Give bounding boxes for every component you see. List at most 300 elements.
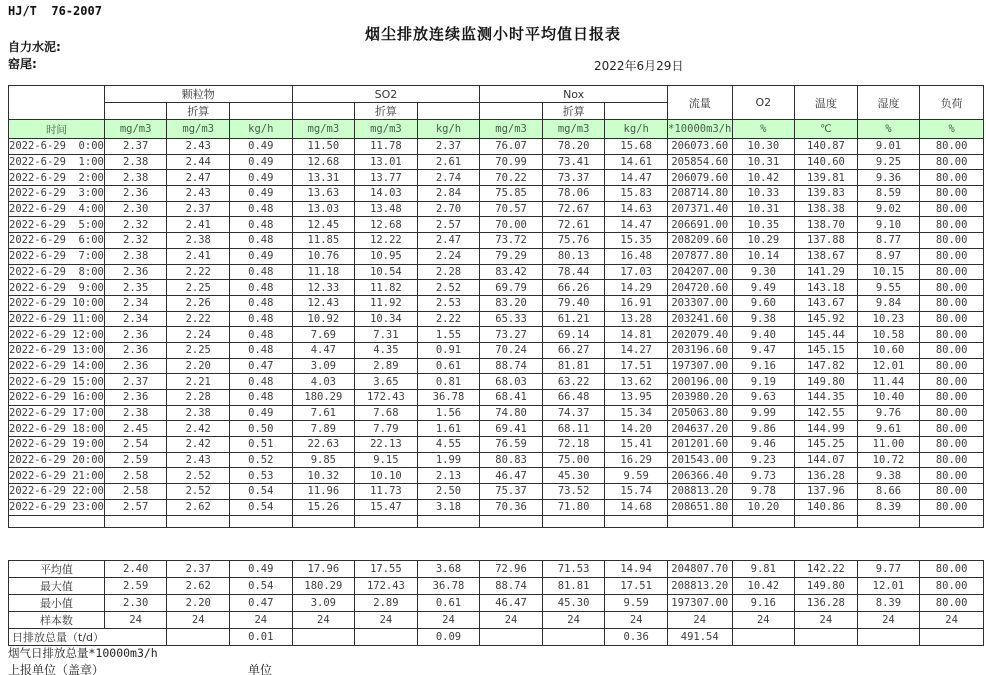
value-cell: 0.48 [230,280,293,296]
value-cell: 70.57 [480,201,543,217]
value-cell: 69.41 [480,421,543,437]
unit-cell: % [732,120,795,139]
value-cell: 78.44 [542,264,605,280]
value-cell: 17.51 [605,578,668,595]
value-cell: 24 [355,612,418,629]
value-cell: 2.53 [417,295,480,311]
value-cell: 2.89 [355,358,418,374]
value-cell: 9.38 [857,468,920,484]
value-cell: 10.30 [732,139,795,155]
time-cell: 2022-6-29 23:00 [9,501,104,514]
value-cell: 2.50 [417,484,480,500]
table-row [9,484,984,500]
value-cell: 12.01 [857,578,920,595]
value-cell: 68.03 [480,374,543,390]
empty-row [9,515,984,527]
value-cell: 138.70 [795,217,858,233]
empty-cell [732,515,795,527]
value-cell: 197307.00 [667,358,732,374]
value-cell: 1.99 [417,452,480,468]
empty-cell [167,515,230,527]
value-cell: 0.50 [230,421,293,437]
value-cell: 491.54 [667,629,732,646]
value-cell: 80.00 [920,295,984,311]
humidity-header: 湿度 [857,86,920,120]
value-cell: 24 [795,612,858,629]
value-cell: 12.43 [292,295,355,311]
value-cell: 9.19 [732,374,795,390]
value-cell: 24 [542,612,605,629]
empty-cell [542,515,605,527]
value-cell: 4.35 [355,342,418,358]
empty-cell [292,515,355,527]
value-cell: 2.30 [104,595,167,612]
value-cell: 9.60 [732,295,795,311]
value-cell: 2.58 [104,468,167,484]
value-cell: 0.47 [230,358,293,374]
time-cell: 2022-6-29 12:00 [9,328,104,341]
value-cell: 63.22 [542,374,605,390]
summary-label: 最小值 [9,595,105,612]
value-cell: 2.54 [104,437,167,453]
time-cell: 2022-6-29 17:00 [9,407,104,420]
value-cell: 10.20 [732,499,795,515]
value-cell: 2.47 [167,170,230,186]
value-cell: 2.24 [167,327,230,343]
value-cell: 0.49 [230,139,293,155]
value-cell: 10.14 [732,248,795,264]
unit-cell: mg/m3 [167,120,230,139]
o2-header: O2 [732,86,795,120]
value-cell: 7.79 [355,421,418,437]
value-cell: 13.95 [605,390,668,406]
value-cell: 24 [732,612,795,629]
value-cell: 203980.20 [667,390,732,406]
value-cell: 72.18 [542,437,605,453]
value-cell: 11.78 [355,139,418,155]
value-cell: 9.16 [732,595,795,612]
value-cell: 172.43 [355,390,418,406]
empty-cell [667,515,732,527]
daily-total-label: 日排放总量（t/d） [9,629,167,646]
value-cell [292,629,355,646]
empty-cell [104,515,167,527]
time-cell: 2022-6-29 7:00 [9,250,104,263]
value-cell: 139.83 [795,186,858,202]
value-cell: 15.35 [605,233,668,249]
value-cell: 9.78 [732,484,795,500]
unit-cell: mg/m3 [480,120,543,139]
value-cell: 81.81 [542,358,605,374]
value-cell: 10.31 [732,201,795,217]
value-cell: 3.09 [292,358,355,374]
value-cell: 14.29 [605,280,668,296]
value-cell: 3.68 [417,561,480,578]
value-cell: 73.27 [480,327,543,343]
value-cell: 207371.40 [667,201,732,217]
value-cell: 12.22 [355,233,418,249]
value-cell: 180.29 [292,578,355,595]
value-cell: 136.28 [795,595,858,612]
table-row [9,358,984,374]
value-cell: 3.09 [292,595,355,612]
value-cell: 88.74 [480,358,543,374]
empty-cell [9,515,105,527]
value-cell: 80.00 [920,578,984,595]
value-cell: 66.48 [542,390,605,406]
value-cell: 12.68 [355,217,418,233]
value-cell: 7.31 [355,327,418,343]
value-cell: 149.80 [795,578,858,595]
spacer-cell [230,103,293,120]
value-cell: 15.74 [605,484,668,500]
value-cell: 143.67 [795,295,858,311]
value-cell: 137.96 [795,484,858,500]
value-cell: 136.28 [795,468,858,484]
unit-cell: mg/m3 [542,120,605,139]
value-cell: 2.43 [167,139,230,155]
unit-cell: mg/m3 [292,120,355,139]
value-cell: 80.00 [920,452,984,468]
summary-label: 最大值 [9,578,105,595]
value-cell: 0.48 [230,295,293,311]
table-row [9,437,984,453]
value-cell [542,629,605,646]
value-cell: 143.18 [795,280,858,296]
value-cell: 80.00 [920,280,984,296]
value-cell: 10.58 [857,327,920,343]
value-cell: 204807.70 [667,561,732,578]
empty-cell [417,515,480,527]
value-cell: 10.72 [857,452,920,468]
table-row [9,452,984,468]
value-cell: 2.28 [167,390,230,406]
value-cell: 80.00 [920,358,984,374]
value-cell: 137.88 [795,233,858,249]
value-cell: 10.35 [732,217,795,233]
value-cell: 206079.60 [667,170,732,186]
value-cell: 4.03 [292,374,355,390]
value-cell: 10.95 [355,248,418,264]
value-cell: 208651.80 [667,499,732,515]
value-cell: 80.00 [920,342,984,358]
value-cell: 10.15 [857,264,920,280]
value-cell: 70.99 [480,154,543,170]
value-cell: 66.26 [542,280,605,296]
value-cell: 69.79 [480,280,543,296]
value-cell: 74.37 [542,405,605,421]
nox-group-header: Nox [480,86,668,103]
value-cell: 81.81 [542,578,605,595]
value-cell: 17.51 [605,358,668,374]
value-cell: 208813.20 [667,578,732,595]
value-cell: 80.00 [920,374,984,390]
value-cell: 22.63 [292,437,355,453]
value-cell: 80.00 [920,186,984,202]
value-cell: 2.36 [104,264,167,280]
value-cell: 24 [480,612,543,629]
spacer-cell [480,103,543,120]
value-cell: 2.22 [417,311,480,327]
value-cell: 2.25 [167,280,230,296]
value-cell: 2.52 [167,484,230,500]
unit-label: 单位 [248,663,273,675]
value-cell: 11.44 [857,374,920,390]
time-header-spacer [9,86,105,120]
value-cell: 2.13 [417,468,480,484]
summary-body [9,561,984,646]
value-cell: 0.81 [417,374,480,390]
time-cell: 2022-6-29 16:00 [9,391,104,404]
value-cell: 0.53 [230,468,293,484]
value-cell: 73.37 [542,170,605,186]
value-cell: 145.15 [795,342,858,358]
value-cell: 88.74 [480,578,543,595]
company-name: 自力水泥: [8,40,61,54]
table-row [9,327,984,343]
value-cell: 13.03 [292,201,355,217]
value-cell: 206366.40 [667,468,732,484]
value-cell: 2.42 [167,421,230,437]
value-cell: 0.54 [230,578,293,595]
value-cell: 2.28 [417,264,480,280]
value-cell: 13.48 [355,201,418,217]
value-cell: 2.43 [167,186,230,202]
value-cell [355,629,418,646]
value-cell: 204637.20 [667,421,732,437]
value-cell: 11.92 [355,295,418,311]
value-cell: 7.61 [292,405,355,421]
value-cell: 13.01 [355,154,418,170]
value-cell: 149.80 [795,374,858,390]
value-cell: 8.39 [857,499,920,515]
value-cell: 45.30 [542,468,605,484]
pm-group-header: 颗粒物 [104,86,292,103]
value-cell: 2.57 [104,499,167,515]
value-cell: 2.38 [167,405,230,421]
value-cell: 15.41 [605,437,668,453]
value-cell: 208209.60 [667,233,732,249]
value-cell: 10.42 [732,578,795,595]
value-cell: 2.61 [417,154,480,170]
value-cell: 15.83 [605,186,668,202]
value-cell: 80.00 [920,264,984,280]
value-cell: 10.33 [732,186,795,202]
value-cell: 16.29 [605,452,668,468]
table-row [9,186,984,202]
value-cell: 9.10 [857,217,920,233]
value-cell: 66.27 [542,342,605,358]
value-cell: 205063.80 [667,405,732,421]
value-cell: 0.49 [230,186,293,202]
value-cell: 2.44 [167,154,230,170]
value-cell: 141.29 [795,264,858,280]
value-cell: 80.00 [920,437,984,453]
table-row [9,170,984,186]
table-row [9,374,984,390]
value-cell: 0.61 [417,595,480,612]
time-cell: 2022-6-29 6:00 [9,234,104,247]
value-cell: 205854.60 [667,154,732,170]
value-cell [795,629,858,646]
value-cell: 1.56 [417,405,480,421]
value-cell: 16.91 [605,295,668,311]
value-cell: 0.54 [230,499,293,515]
value-cell: 2.35 [104,280,167,296]
unit-cell: kg/h [230,120,293,139]
value-cell: 2.74 [417,170,480,186]
value-cell: 0.48 [230,390,293,406]
value-cell: 9.63 [732,390,795,406]
value-cell: 2.25 [167,342,230,358]
value-cell: 10.10 [355,468,418,484]
value-cell: 145.44 [795,327,858,343]
value-cell: 2.38 [104,248,167,264]
value-cell: 80.83 [480,452,543,468]
time-header: 时间 [9,120,105,139]
value-cell: 10.76 [292,248,355,264]
time-cell: 2022-6-29 18:00 [9,422,104,435]
value-cell: 172.43 [355,578,418,595]
value-cell: 142.22 [795,561,858,578]
value-cell: 9.40 [732,327,795,343]
unit-cell: kg/h [417,120,480,139]
value-cell: 2.22 [167,264,230,280]
time-cell: 2022-6-29 13:00 [9,344,104,357]
value-cell: 208714.80 [667,186,732,202]
value-cell: 80.00 [920,595,984,612]
value-cell: 9.16 [732,358,795,374]
value-cell: 4.47 [292,342,355,358]
time-cell: 2022-6-29 0:00 [9,140,104,153]
value-cell: 11.96 [292,484,355,500]
value-cell: 140.86 [795,499,858,515]
value-cell: 80.13 [542,248,605,264]
value-cell: 72.61 [542,217,605,233]
value-cell: 2.41 [167,248,230,264]
value-cell: 10.31 [732,154,795,170]
time-cell: 2022-6-29 21:00 [9,469,104,482]
data-rows-body [9,139,984,528]
time-cell: 2022-6-29 22:00 [9,485,104,498]
value-cell: 206691.00 [667,217,732,233]
value-cell: 9.59 [605,468,668,484]
value-cell [167,629,230,646]
value-cell: 2.38 [104,154,167,170]
value-cell [857,629,920,646]
value-cell: 24 [167,612,230,629]
time-cell: 2022-6-29 2:00 [9,171,104,184]
value-cell: 2.52 [167,468,230,484]
table-header [9,86,984,139]
value-cell: 4.55 [417,437,480,453]
value-cell: 0.54 [230,484,293,500]
value-cell: 9.30 [732,264,795,280]
report-unit-label: 上报单位（盖章） [8,663,105,675]
value-cell: 139.81 [795,170,858,186]
time-cell: 2022-6-29 15:00 [9,375,104,388]
value-cell: 2.38 [104,170,167,186]
value-cell: 0.47 [230,595,293,612]
unit-cell: ℃ [795,120,858,139]
value-cell: 83.20 [480,295,543,311]
value-cell: 2.45 [104,421,167,437]
value-cell: 75.76 [542,233,605,249]
value-cell: 140.60 [795,154,858,170]
value-cell: 15.68 [605,139,668,155]
value-cell: 207877.80 [667,248,732,264]
value-cell: 7.89 [292,421,355,437]
value-cell: 2.43 [167,452,230,468]
value-cell: 8.39 [857,595,920,612]
value-cell: 9.02 [857,201,920,217]
value-cell: 2.37 [104,374,167,390]
value-cell: 13.63 [292,186,355,202]
value-cell: 80.00 [920,170,984,186]
empty-cell [795,515,858,527]
value-cell: 142.55 [795,405,858,421]
value-cell: 80.00 [920,217,984,233]
time-cell: 2022-6-29 1:00 [9,156,104,169]
value-cell: 0.49 [230,170,293,186]
value-cell: 180.29 [292,390,355,406]
value-cell: 71.80 [542,499,605,515]
value-cell: 13.28 [605,311,668,327]
value-cell: 11.00 [857,437,920,453]
value-cell: 2.38 [167,233,230,249]
value-cell: 197307.00 [667,595,732,612]
value-cell: 0.52 [230,452,293,468]
value-cell: 80.00 [920,390,984,406]
value-cell: 206073.60 [667,139,732,155]
value-cell: 2.89 [355,595,418,612]
value-cell: 14.94 [605,561,668,578]
value-cell: 2.37 [167,201,230,217]
value-cell: 11.18 [292,264,355,280]
time-cell: 2022-6-29 3:00 [9,187,104,200]
value-cell: 80.00 [920,311,984,327]
table-row [9,280,984,296]
value-cell: 140.87 [795,139,858,155]
value-cell: 73.41 [542,154,605,170]
value-cell: 80.00 [920,248,984,264]
value-cell: 9.46 [732,437,795,453]
value-cell: 36.78 [417,390,480,406]
value-cell: 0.48 [230,327,293,343]
daily-total-row [9,629,984,646]
value-cell: 2.36 [104,390,167,406]
value-cell [920,629,984,646]
value-cell: 14.47 [605,170,668,186]
table-row [9,264,984,280]
value-cell: 0.49 [230,405,293,421]
value-cell: 2.59 [104,578,167,595]
value-cell: 15.47 [355,499,418,515]
empty-cell [857,515,920,527]
header-units-row [9,120,984,139]
empty-cell [355,515,418,527]
value-cell: 10.40 [857,390,920,406]
value-cell: 0.48 [230,201,293,217]
value-cell: 14.63 [605,201,668,217]
value-cell: 9.55 [857,280,920,296]
spacer-cell [417,103,480,120]
value-cell: 14.27 [605,342,668,358]
unit-cell: % [857,120,920,139]
value-cell: 71.53 [542,561,605,578]
value-cell: 11.50 [292,139,355,155]
value-cell: 78.20 [542,139,605,155]
